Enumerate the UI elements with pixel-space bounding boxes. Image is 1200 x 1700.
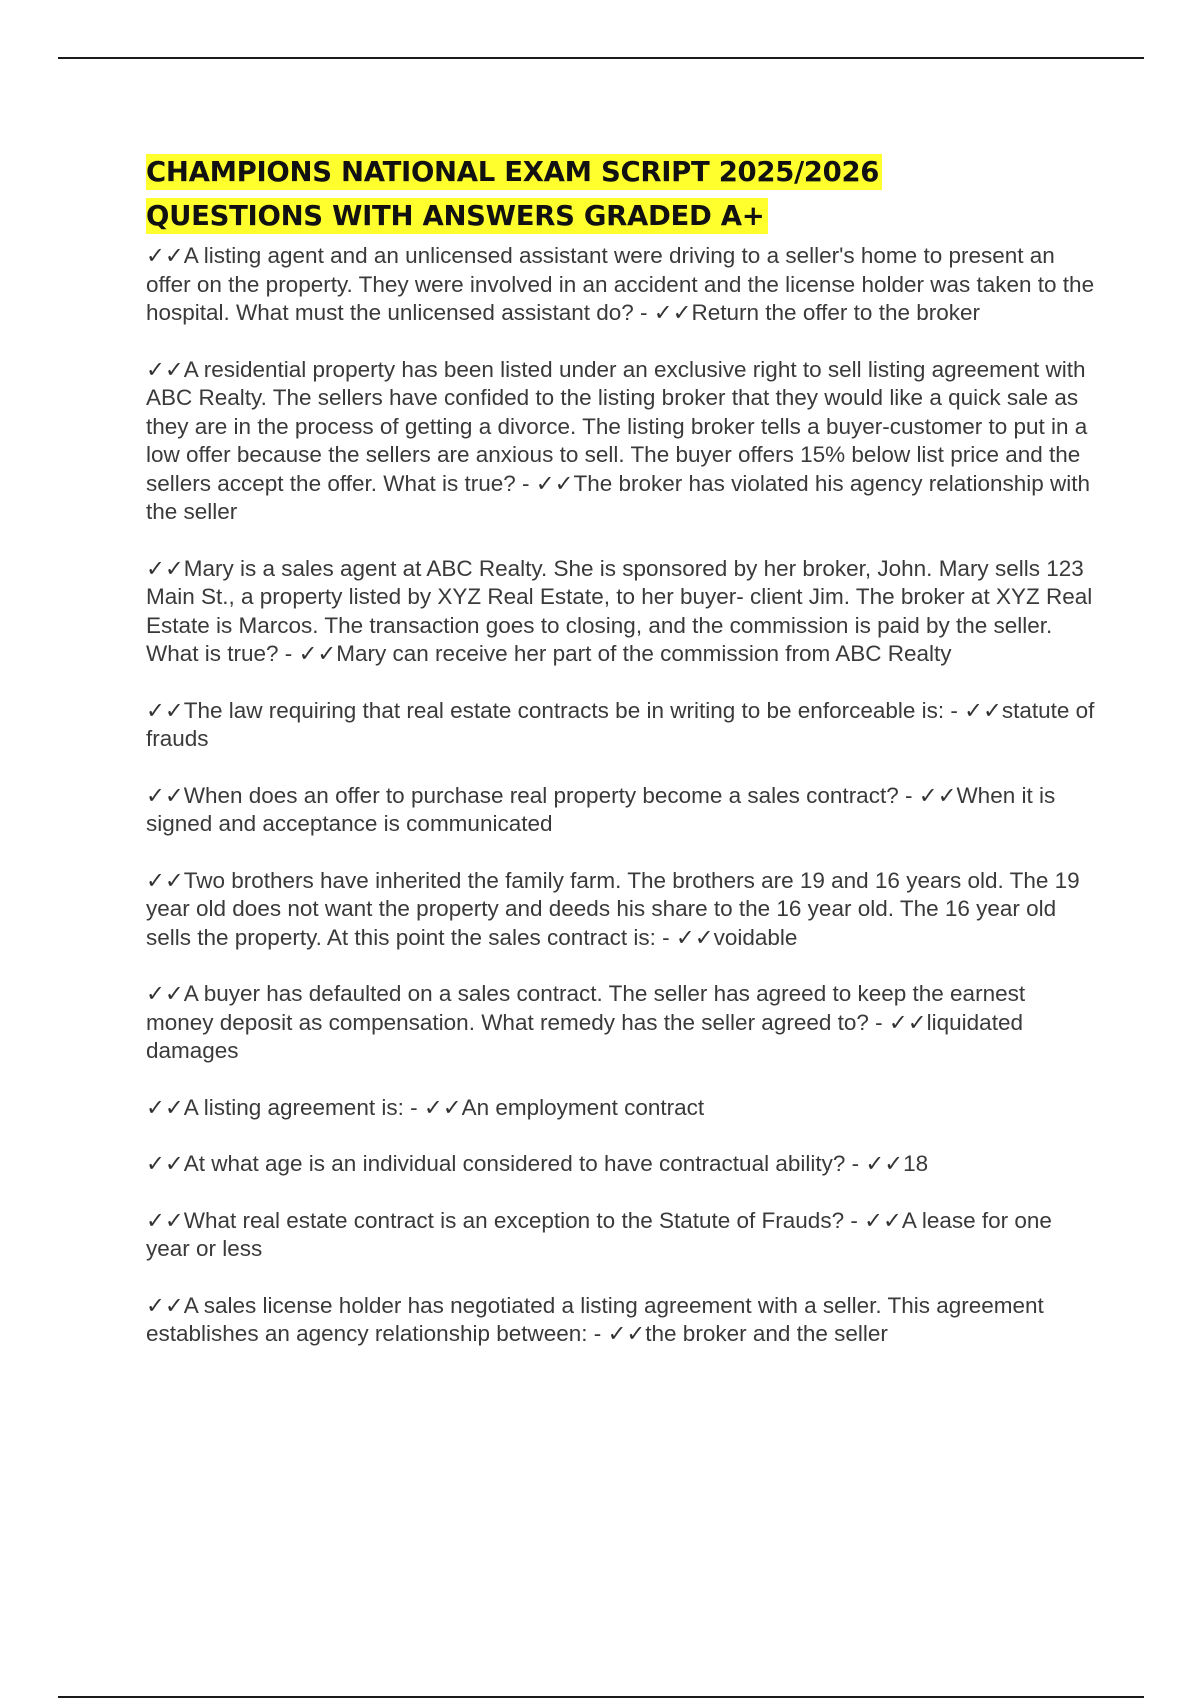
question-check-icon: ✓✓ (146, 1094, 184, 1120)
question-check-icon: ✓✓ (146, 981, 184, 1006)
title-line-2: QUESTIONS WITH ANSWERS GRADED A+ (146, 198, 768, 234)
question-text: Two brothers have inherited the family farm. The brothers are 19 and 16 years old. The 19 year old does not want the property and deeds his share to the 16 year old. The 16 year old sells the property. At this point the sales contract is: - (146, 867, 1080, 950)
answer-check-icon: ✓✓ (918, 782, 957, 808)
answer-check-icon: ✓✓ (653, 300, 692, 325)
answer-check-icon: ✓✓ (864, 1207, 902, 1233)
question-text: A residential property has been listed under an exclusive right to sell listing agreement with ABC Realty. The sellers have confided to the listing broker that they would like a quick sale as they are in the process of getting a divorce. The listing broker tells a buyer-customer to put in a low offer because the sellers are anxious to sell. The buyer offers 15% below list price and the sellers accept the offer. What is true? - (146, 356, 1088, 496)
answer-check-icon: ✓✓ (298, 641, 337, 666)
answer-text: 18 (903, 1151, 929, 1176)
question-check-icon: ✓✓ (146, 555, 184, 581)
answer-check-icon: ✓✓ (888, 1009, 927, 1035)
question-check-icon: ✓✓ (146, 867, 184, 893)
document-title (146, 150, 1096, 238)
question-text: When does an offer to purchase real property become a sales contract? - (183, 782, 913, 808)
answer-check-icon: ✓✓ (865, 1151, 904, 1176)
title-line-1: CHAMPIONS NATIONAL EXAM SCRIPT 2025/2026 (146, 154, 882, 190)
answer-check-icon: ✓✓ (675, 924, 714, 950)
top-rule (58, 57, 1144, 59)
qa-item (146, 697, 1096, 754)
qa-item (146, 782, 1096, 839)
answer-check-icon: ✓✓ (964, 697, 1002, 723)
qa-item (146, 1150, 1096, 1179)
qa-item (146, 980, 1096, 1066)
answer-check-icon: ✓✓ (423, 1094, 462, 1120)
question-check-icon: ✓✓ (146, 782, 184, 808)
question-check-icon: ✓✓ (146, 1292, 184, 1318)
qa-item (146, 555, 1096, 669)
answer-text: A lease for one year or less (146, 1207, 1052, 1261)
qa-item (146, 1207, 1096, 1264)
qa-list (146, 242, 1096, 1349)
bottom-rule (58, 1696, 1144, 1698)
qa-item (146, 867, 1096, 953)
answer-check-icon: ✓✓ (607, 1321, 646, 1346)
answer-check-icon: ✓✓ (535, 470, 574, 496)
answer-text: The broker has violated his agency relationship with the seller (146, 470, 1091, 524)
answer-text: the broker and the seller (645, 1321, 888, 1346)
qa-item (146, 356, 1096, 527)
question-check-icon: ✓✓ (146, 356, 184, 382)
question-text: Mary is a sales agent at ABC Realty. She is sponsored by her broker, John. Mary sells 123 Main St., a property listed by XYZ Real Estate, to her buyer- client Jim. The broker at XYZ Real Estate is Marcos. The transaction goes to closing, and the commission is paid by the seller. What is true? - (146, 555, 1093, 666)
question-check-icon: ✓✓ (146, 1207, 184, 1233)
question-text: A buyer has defaulted on a sales contract. The seller has agreed to keep the earnest money deposit as compensation. What remedy has the seller agreed to? - (146, 981, 1026, 1035)
document-body (146, 150, 1096, 1377)
question-check-icon: ✓✓ (146, 243, 184, 268)
answer-text: An employment contract (461, 1094, 705, 1120)
qa-item (146, 1292, 1096, 1349)
question-text: A sales license holder has negotiated a listing agreement with a seller. This agreement establishes an agency relationship between: - (146, 1292, 1044, 1346)
answer-text: liquidated damages (146, 1009, 1023, 1063)
answer-text: statute of frauds (146, 697, 1095, 751)
answer-text: voidable (713, 924, 798, 950)
question-text: A listing agreement is: - (183, 1094, 418, 1120)
question-check-icon: ✓✓ (146, 1151, 184, 1176)
question-text: At what age is an individual considered to have contractual ability? - (183, 1151, 860, 1176)
answer-text: When it is signed and acceptance is communicated (146, 782, 1056, 836)
qa-item (146, 1094, 1096, 1123)
answer-text: Mary can receive her part of the commission from ABC Realty (336, 641, 952, 666)
qa-item (146, 242, 1096, 328)
question-text: What real estate contract is an exception to the Statute of Frauds? - (183, 1207, 858, 1233)
question-check-icon: ✓✓ (146, 697, 184, 723)
question-text: The law requiring that real estate contracts be in writing to be enforceable is: - (183, 697, 958, 723)
answer-text: Return the offer to the broker (691, 300, 981, 325)
question-text: A listing agent and an unlicensed assistant were driving to a seller's home to present an offer on the property. They were involved in an accident and the license holder was taken to the hospital. What must the unlicensed assistant do? - (146, 243, 1095, 325)
